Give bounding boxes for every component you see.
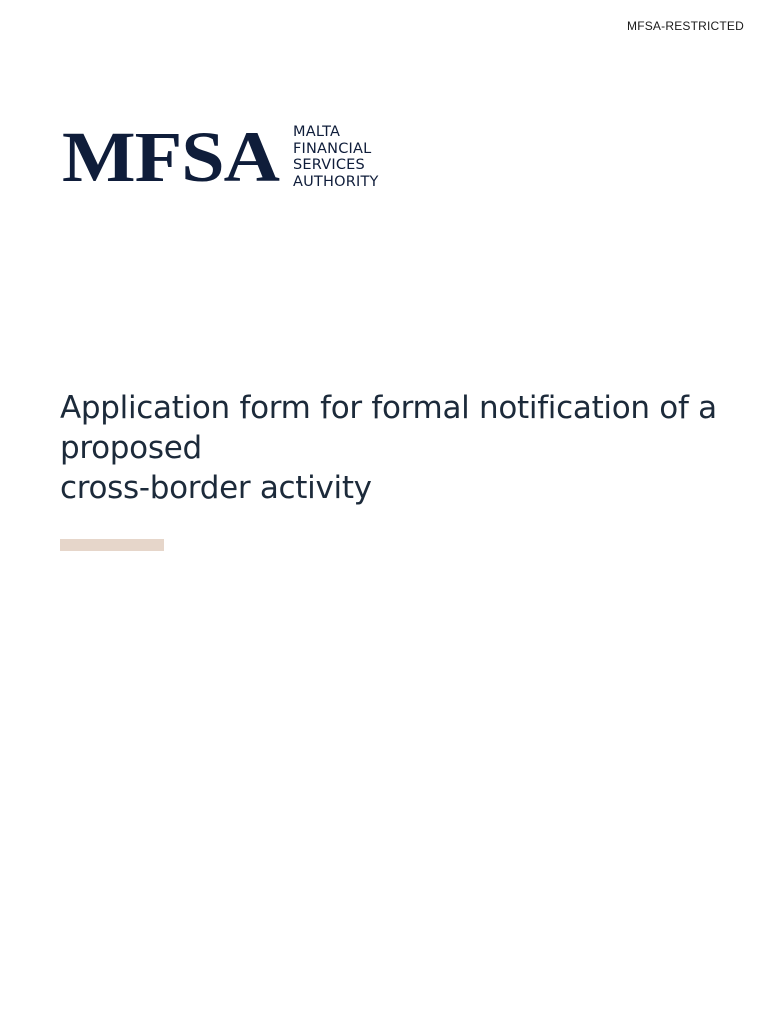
title-line: cross-border activity [60,470,372,506]
title-line: Application form for formal notification of a [60,390,717,426]
accent-bar [60,539,164,551]
logo-line: MALTA [292,124,341,140]
title-line: proposed [60,430,202,466]
logo-line: FINANCIAL [292,140,372,157]
logo-line: SERVICES [292,157,365,173]
logo-organisation-name [293,124,379,190]
mfsa-logo [62,118,379,196]
logo-wordmark: MFSA [62,116,279,197]
logo-line: AUTHORITY [292,173,379,190]
document-title [60,388,740,508]
classification-label: MFSA-RESTRICTED [627,19,744,33]
